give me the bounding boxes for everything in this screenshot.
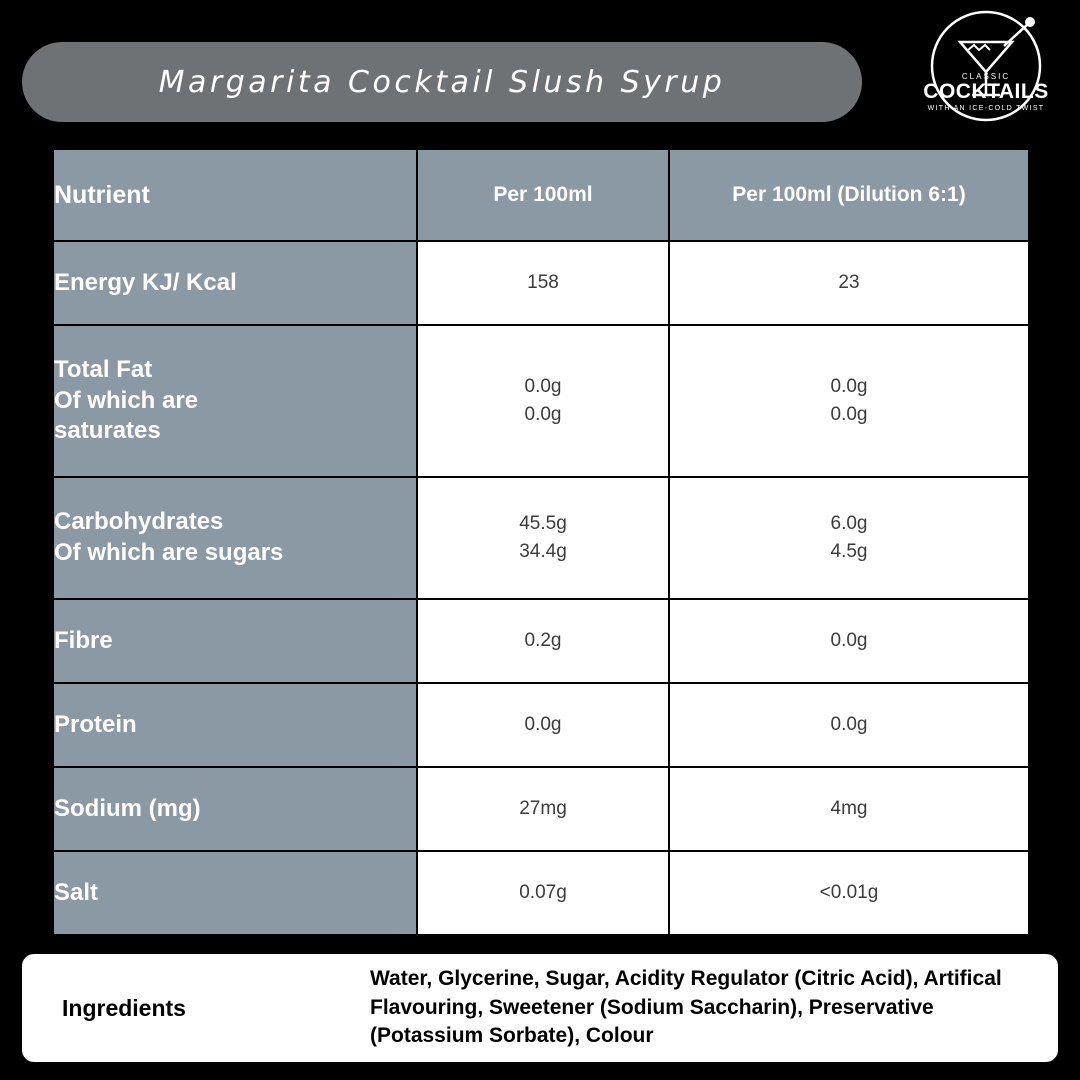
row-value-carbohydrates-dilution: 6.0g 4.5g	[669, 477, 1029, 599]
row-value-total-fat-per100: 0.0g 0.0g	[417, 325, 669, 477]
logo-top-text: CLASSIC	[961, 72, 1011, 81]
ingredients-panel	[22, 954, 1058, 1062]
row-value-protein-dilution: 0.0g	[669, 683, 1029, 767]
row-value-energy-per100: 158	[417, 241, 669, 325]
table-row	[53, 683, 1029, 767]
row-value-energy-dilution: 23	[669, 241, 1029, 325]
row-label-salt: Salt	[53, 851, 417, 935]
row-label-total-fat: Total Fat Of which are saturates	[53, 325, 417, 477]
row-value-sodium-per100: 27mg	[417, 767, 669, 851]
logo-tagline: WITH AN ICE-COLD TWIST	[927, 105, 1045, 113]
row-value-sodium-dilution: 4mg	[669, 767, 1029, 851]
table-row	[53, 325, 1029, 477]
table-header-row	[53, 149, 1029, 241]
nutrition-table	[52, 148, 1030, 936]
row-label-protein: Protein	[53, 683, 417, 767]
column-header-nutrient: Nutrient	[53, 149, 417, 241]
row-label-energy: Energy KJ/ Kcal	[53, 241, 417, 325]
row-value-fibre-dilution: 0.0g	[669, 599, 1029, 683]
cocktail-glass-icon	[916, 8, 1056, 132]
ingredients-text: Water, Glycerine, Sugar, Acidity Regulator (Citric Acid), Artifical Flavouring, Sweetener (Sodium Saccharin), Preservative (Potassium Sorbate), Colour	[370, 966, 1002, 1048]
row-label-fibre: Fibre	[53, 599, 417, 683]
row-label-sodium: Sodium (mg)	[53, 767, 417, 851]
column-header-per-100ml: Per 100ml	[417, 149, 669, 241]
product-title-banner	[22, 42, 862, 122]
row-value-protein-per100: 0.0g	[417, 683, 669, 767]
row-value-carbohydrates-per100: 45.5g 34.4g	[417, 477, 669, 599]
page-title: Margarita Cocktail Slush Syrup	[158, 64, 726, 100]
ingredients-label: Ingredients	[62, 994, 186, 1021]
table-row	[53, 767, 1029, 851]
table-row	[53, 851, 1029, 935]
logo-main-text: COCKTAILS	[923, 80, 1049, 103]
row-value-total-fat-dilution: 0.0g 0.0g	[669, 325, 1029, 477]
row-value-salt-per100: 0.07g	[417, 851, 669, 935]
table-row	[53, 241, 1029, 325]
logo-wordmark	[916, 72, 1056, 112]
column-header-per-100ml-dilution: Per 100ml (Dilution 6:1)	[669, 149, 1029, 241]
row-value-fibre-per100: 0.2g	[417, 599, 669, 683]
table-row	[53, 599, 1029, 683]
brand-logo	[916, 8, 1056, 132]
row-value-salt-dilution: <0.01g	[669, 851, 1029, 935]
table-row	[53, 477, 1029, 599]
row-label-carbohydrates: Carbohydrates Of which are sugars	[53, 477, 417, 599]
